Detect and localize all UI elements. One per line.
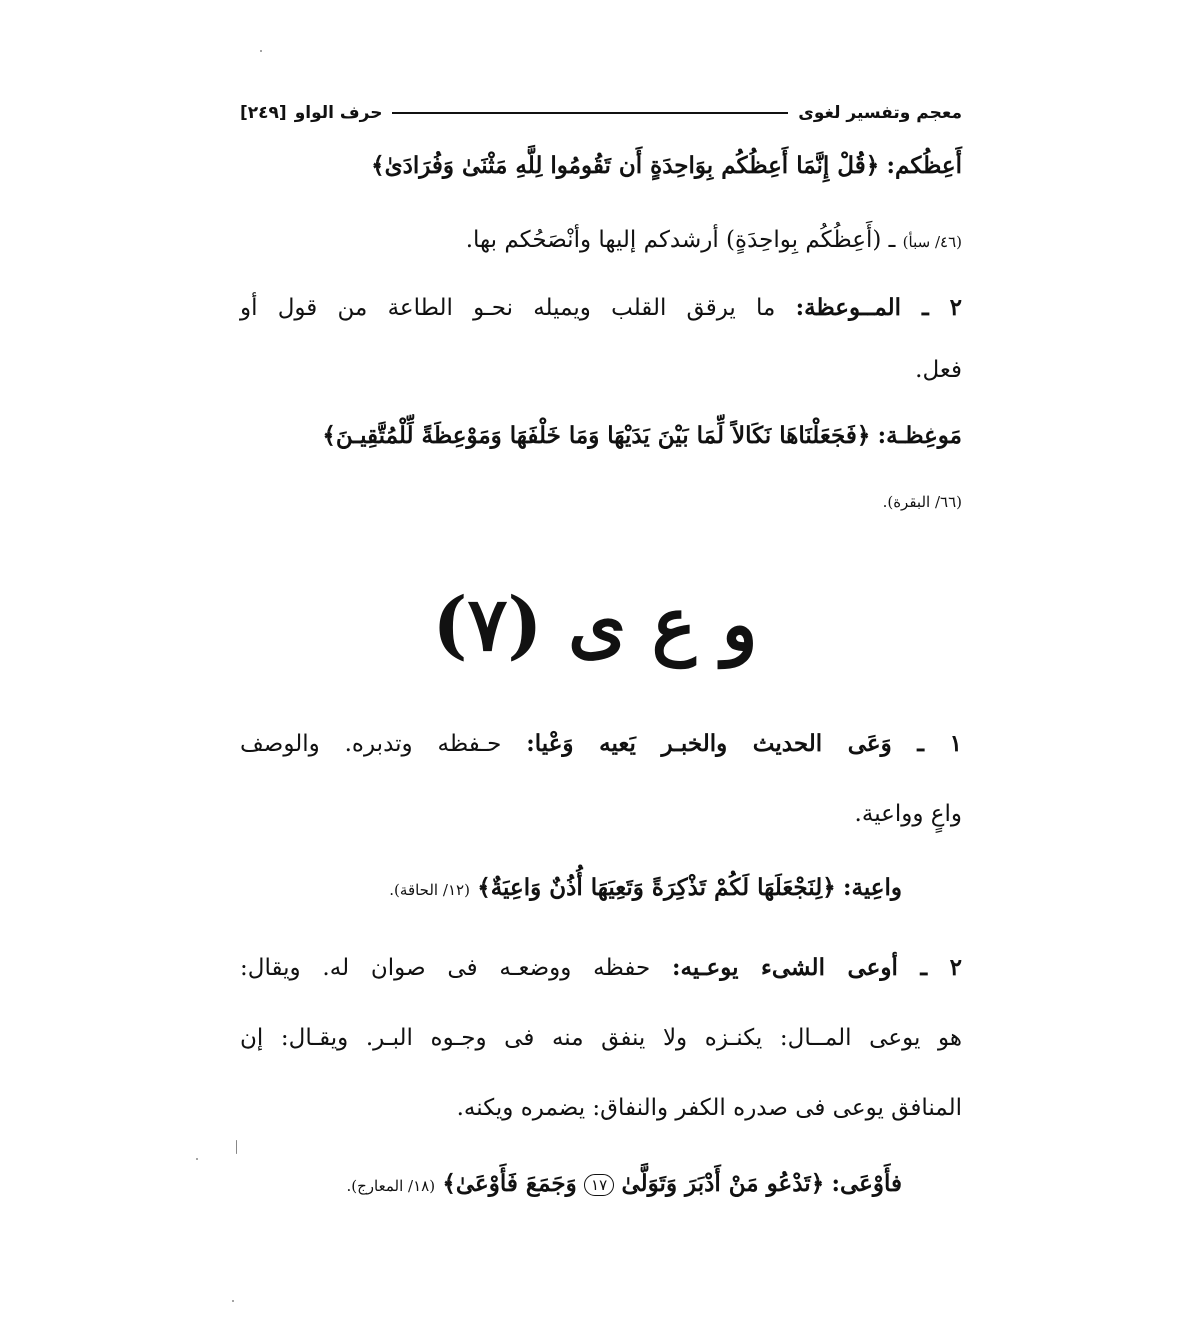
definition-line-2 — [240, 1020, 962, 1056]
headword-maw3iza: مَوعِظـة: — [877, 422, 962, 449]
running-header — [240, 96, 962, 130]
quran-reference: (٤٦/ سبأ) — [902, 233, 962, 251]
definition-text-cont: فعل. — [915, 357, 962, 383]
definition-continuation — [240, 796, 962, 832]
root-entry-heading: و ع ى (٧) — [432, 582, 758, 668]
definition-text-cont: واعٍ وواعية. — [854, 801, 962, 827]
definition-text: ما يرقق القلب ويميله نحـو الطاعة من قول أو — [240, 295, 776, 321]
entry-maw3iza-quote-line — [240, 418, 962, 454]
scan-speck — [236, 1140, 237, 1154]
entry-a3izukum-quote-line — [240, 148, 962, 184]
quran-reference: (٦٦/ البقرة). — [882, 493, 962, 511]
quran-reference: (١٢/ الحاقة). — [389, 881, 470, 899]
entry-fa-aw3a-quote-line — [240, 1166, 902, 1204]
definition-line — [240, 290, 962, 326]
definition-text: حـفظه وتدبره. والوصف — [240, 731, 502, 757]
definition-line-3 — [240, 1090, 962, 1126]
entry-a3izukum-gloss-line — [240, 222, 962, 260]
definition-line — [240, 726, 962, 762]
page-number: [٢٤٩] — [240, 103, 287, 123]
definition-text: هو يوعى المــال: يكنـزه ولا ينفق منه فى وجـوه البـر. ويقـال: إن — [240, 1025, 962, 1051]
letter-section: حرف الواو — [294, 103, 383, 123]
verse-number-marker: ١٧ — [584, 1174, 614, 1196]
quran-quote: ﴿فَجَعَلْنَاهَا نَكَالاً لِّمَا بَيْنَ يَدَيْهَا وَمَا خَلْفَهَا وَمَوْعِظَةً لِّلْمُتَّقِيـنَ﴾ — [322, 422, 871, 449]
headword-fa-aw3a: فأَوْعَى: — [831, 1170, 902, 1197]
definition-headword: ٢ ـ المــوعظة: — [795, 294, 963, 321]
quran-quote: ﴿لِنَجْعَلَهَا لَكُمْ تَذْكِرَةً وَتَعِيَهَا أُذُنٌ وَاعِيَةٌ﴾ — [477, 874, 836, 901]
quran-quote-part-1: ﴿تَدْعُو مَنْ أَدْبَرَ وَتَوَلَّىٰ — [621, 1170, 825, 1197]
definition-line — [240, 950, 962, 986]
scan-speck — [196, 1158, 198, 1160]
quran-reference: (١٨/ المعارج). — [346, 1177, 436, 1195]
entry-waeya-quote-line — [240, 870, 902, 908]
scan-speck — [260, 50, 262, 52]
quran-quote: ﴿قُلْ إِنَّمَا أَعِظُكُم بِوَاحِدَةٍ أَن تَقُومُوا لِلَّهِ مَثْنَىٰ وَفُرَادَىٰ﴾ — [371, 152, 880, 179]
scan-speck — [232, 1300, 234, 1302]
definition-text: المنافق يوعى فى صدره الكفر والنفاق: يضمره ويكنه. — [456, 1095, 962, 1121]
gloss-text: ـ (أَعِظُكُم بِواحِدَةٍ) أرشدكم إليها وأنْصَحُكم بها. — [465, 227, 896, 253]
definition-headword: ١ ـ وَعَى الحديث والخبـر يَعيه وَعْيا: — [526, 730, 963, 757]
definition-continuation — [240, 352, 962, 388]
reference-line — [240, 482, 962, 520]
headword-waeya: واعِية: — [843, 874, 902, 901]
definition-headword: ٢ ـ أوعى الشىء يوعـيه: — [672, 954, 963, 981]
header-rule — [392, 112, 788, 114]
header-left — [240, 103, 382, 123]
headword-a3izukum: أَعِظُكم: — [886, 152, 962, 179]
book-title: معجم وتفسير لغوى — [798, 103, 962, 123]
quran-quote-part-2: وَجَمَعَ فَأَوْعَىٰ﴾ — [442, 1170, 577, 1197]
definition-text: حفظه ووضعـه فى صوان له. ويقال: — [240, 955, 651, 981]
